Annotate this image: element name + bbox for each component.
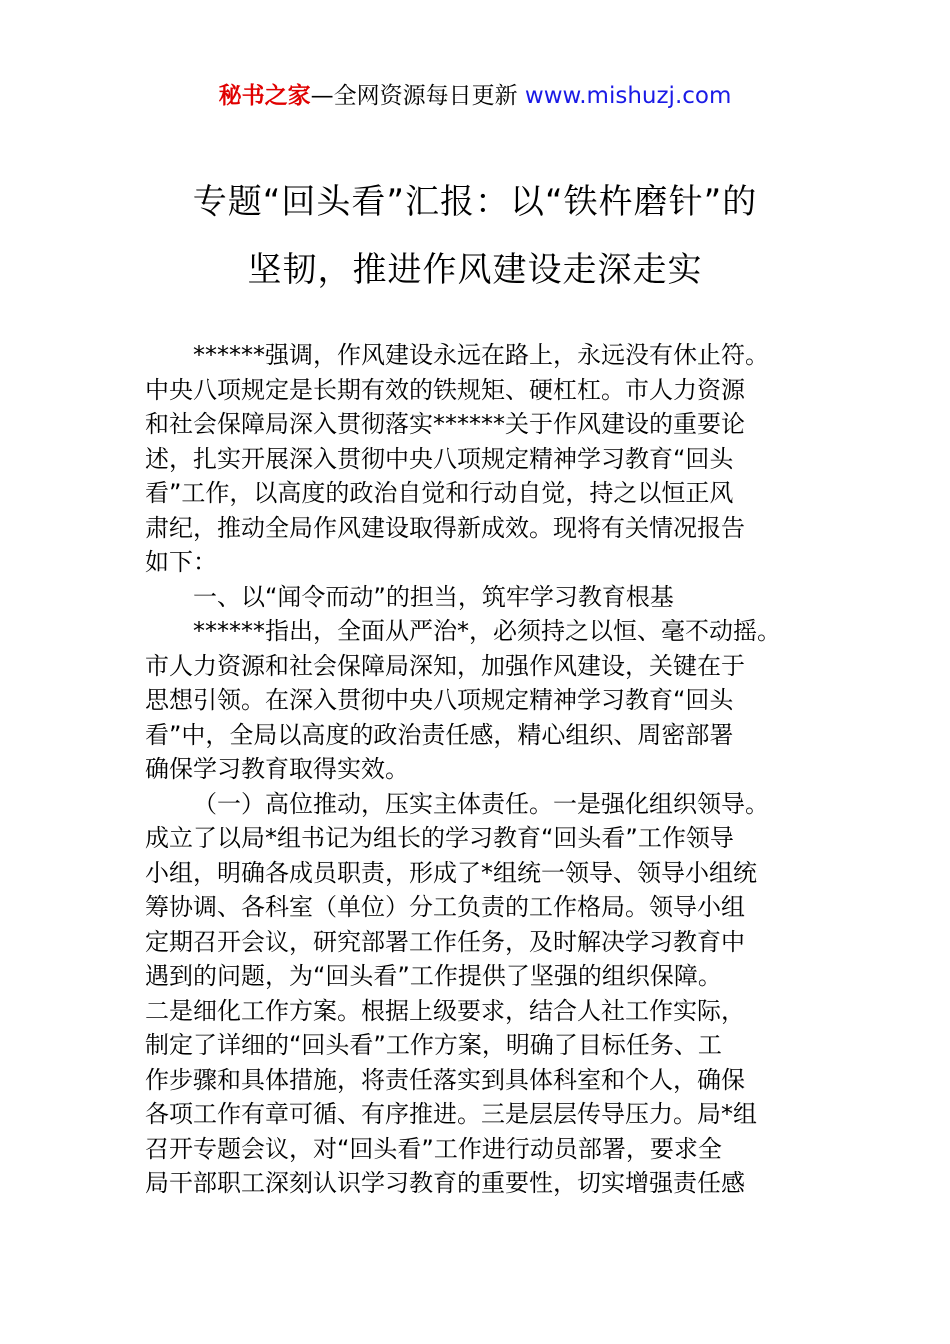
body-line: 成立了以局*组书记为组长的学习教育“回头看”工作领导 xyxy=(145,824,734,852)
body-line: 遇到的问题，为“回头看”工作提供了坚强的组织保障。 xyxy=(145,962,722,990)
body-line: 思想引领。在深入贯彻中央八项规定精神学习教育“回头 xyxy=(145,686,734,714)
body-line: 定期召开会议，研究部署工作任务，及时解决学习教育中 xyxy=(145,927,745,956)
body-line: 述，扎实开展深入贯彻中央八项规定精神学习教育“回头 xyxy=(145,444,734,473)
body-line: 召开专题会议，对“回头看”工作进行动员部署，要求全 xyxy=(145,1134,722,1163)
title-line-1: 专题“回头看”汇报：以“铁杵磨针”的 xyxy=(192,182,758,222)
body-line: 各项工作有章可循、有序推进。三是层层传导压力。局*组 xyxy=(145,1100,757,1128)
body-line: ******强调，作风建设永远在路上，永远没有休止符。 xyxy=(193,341,769,369)
body-line: ******指出，全面从严治*，必须持之以恒、毫不动摇。 xyxy=(193,617,781,645)
document-title xyxy=(100,168,850,304)
body-line: 市人力资源和社会保障局深知，加强作风建设，关键在于 xyxy=(145,651,745,680)
body-line: 中央八项规定是长期有效的铁规矩、硬杠杠。市人力资源 xyxy=(145,375,745,404)
body-line: 确保学习教育取得实效。 xyxy=(145,755,409,783)
body-line: 作步骤和具体措施，将责任落实到具体科室和个人，确保 xyxy=(145,1065,745,1094)
site-slogan: —全网资源每日更新 xyxy=(310,83,525,109)
body-line: 局干部职工深刻认识学习教育的重要性，切实增强责任感 xyxy=(145,1169,745,1197)
document-body xyxy=(145,338,810,1201)
body-line: 和社会保障局深入贯彻落实******关于作风建设的重要论 xyxy=(145,410,745,438)
body-line: 看”中，全局以高度的政治责任感，精心组织、周密部署 xyxy=(145,720,734,749)
body-line: 筹协调、各科室（单位）分工负责的工作格局。领导小组 xyxy=(145,893,745,921)
body-line: 小组，明确各成员职责，形成了*组统一领导、领导小组统 xyxy=(145,858,757,887)
subsection-heading: （一）高位推动，压实主体责任。一是强化组织领导。 xyxy=(193,789,769,818)
site-header xyxy=(0,80,950,112)
body-line: 看”工作，以高度的政治自觉和行动自觉，持之以恒正风 xyxy=(145,479,734,507)
section-heading: 一、以“闻令而动”的担当，筑牢学习教育根基 xyxy=(193,582,674,611)
body-line: 如下： xyxy=(145,548,217,576)
body-line: 肃纪，推动全局作风建设取得新成效。现将有关情况报告 xyxy=(145,513,745,542)
title-line-2: 坚韧，推进作风建设走深走实 xyxy=(247,250,703,290)
body-line: 二是细化工作方案。根据上级要求，结合人社工作实际， xyxy=(145,996,745,1025)
site-url-link[interactable]: www.mishuzj.com xyxy=(524,83,732,109)
site-brand: 秘书之家 xyxy=(218,83,311,109)
body-line: 制定了详细的“回头看”工作方案，明确了目标任务、工 xyxy=(145,1031,722,1059)
